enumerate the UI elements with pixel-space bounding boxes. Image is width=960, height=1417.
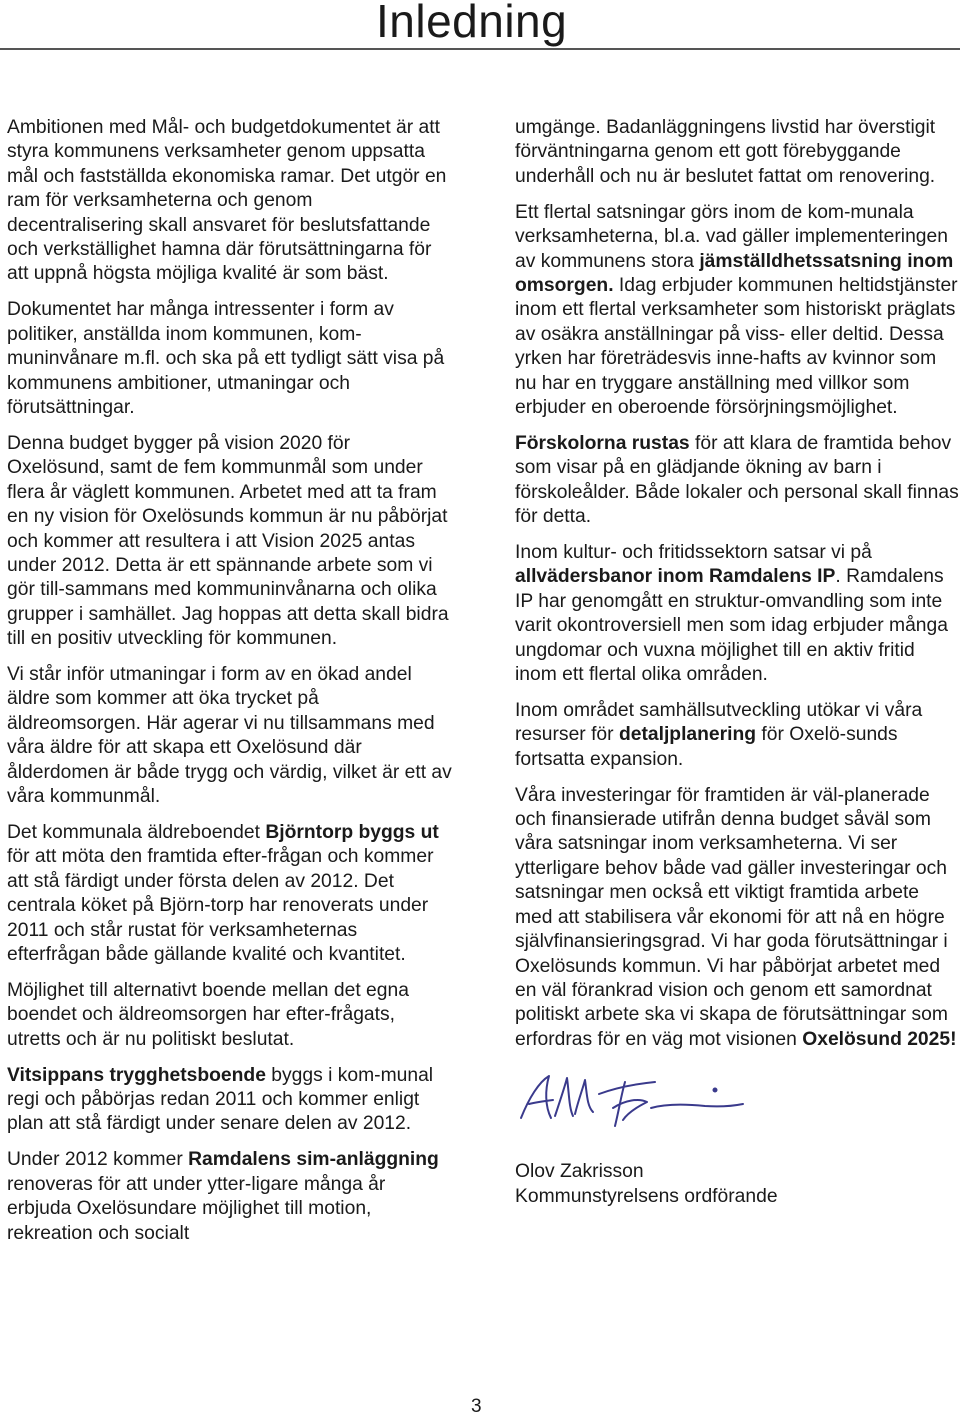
paragraph: Vi står inför utmaningar i form av en ökad andel äldre som kommer att öka trycket på äldreomsorgen. Här agerar vi nu tillsammans med våra äldre för att skapa ett Oxelösund där ålderdomen är både trygg och värdig, vilket är ett av våra kommunmål. <box>7 664 452 808</box>
signatory-name: Olov Zakrisson <box>515 1161 644 1183</box>
page-number: 3 <box>471 1396 482 1417</box>
emphasis: Oxelösund 2025! <box>802 1028 957 1050</box>
emphasis: Björntorp byggs ut <box>265 821 439 843</box>
title-rule <box>0 48 960 50</box>
emphasis: Förskolorna rustas <box>515 432 690 454</box>
left-column <box>7 116 452 1257</box>
paragraph: umgänge. Badanläggningens livstid har överstigit förväntningarna genom ett gott förebyggande underhåll och nu är beslutet fattat om renovering. <box>515 117 936 187</box>
signature <box>515 1068 960 1138</box>
paragraph: Inom kultur- och fritidssektorn satsar vi på allvädersbanor inom Ramdalens IP. Ramdalens IP har genomgått en struktur-omvandling som inte varit okontroversiell men som idag erbjuder många ungdomar och vuxna möjlighet till en aktiv fritid inom ett flertal olika områden. <box>515 542 948 686</box>
paragraph: Våra investeringar för framtiden är väl-planerade och finansierade utifrån denna budget såväl som våra satsningar inom verksamheterna. Vi ser ytterligare behov både vad gäller investeringar och satsningar men också ett viktigt framtida arbete med att stabilisera vår ekonomi för att nå en högre självfinansieringsgrad. Vi har goda förutsättningar i Oxelösunds kommun. Vi har påbörjat arbetet med en väl förankrad vision och genom ett samordnat politiskt arbete ska vi skapa de förutsättningar som erfordras för en väg mot visionen Oxelösund 2025! <box>515 784 957 1050</box>
paragraph: Möjlighet till alternativt boende mellan det egna boendet och äldreomsorgen har efter-frågats, utretts och är nu politiskt beslutat. <box>7 979 409 1050</box>
emphasis: jämställdhetssatsning inom omsorgen. <box>515 250 954 296</box>
page-title: Inledning <box>376 0 568 47</box>
emphasis: allvädersbanor inom Ramdalens IP <box>515 566 836 588</box>
signatory-role: Kommunstyrelsens ordförande <box>515 1185 778 1207</box>
paragraph: Vitsippans trygghetsboende byggs i kom-munal regi och påbörjas redan 2011 och kommer enligt plan att stå färdigt under senare delen av 2012. <box>7 1064 434 1135</box>
paragraph: Dokumentet har många intressenter i form av politiker, anställda inom kommunen, kom-muninvånare m.fl. och ska på ett tydligt sätt visa på kommunens ambitioner, utmaningar och förutsättningar. <box>7 299 445 418</box>
emphasis: Ramdalens sim-anläggning <box>188 1149 439 1171</box>
paragraph: Ett flertal satsningar görs inom de kom-munala verksamheterna, bl.a. vad gäller implementeringen av kommunens stora jämställdhetssatsning inom omsorgen. Idag erbjuder kommunen heltidstjänster inom ett flertal verksamheter som historiskt präglats av osäkra anställningar på viss- eller deltid. Dessa yrken har företrädesvis inne-hafts av kvinnor som nu har en tryggare anställning med villkor som erbjuder en oberoende försörjningsmöjlighet. <box>515 201 958 418</box>
paragraph: Inom området samhällsutveckling utökar vi våra resurser för detaljplanering för Oxelö-sunds fortsatta expansion. <box>515 699 923 770</box>
paragraph: Förskolorna rustas för att klara de framtida behov som visar på en glädjande ökning av barn i förskoleålder. Både lokaler och personal skall finnas för detta. <box>515 432 959 528</box>
right-column <box>515 116 960 1209</box>
paragraph: Ambitionen med Mål- och budgetdokumentet är att styra kommunens verksamheter genom uppsatta mål och fastställda ekonomiska ramar. Det utgör en ram för verksamheterna och genom decentralisering skall ansvaret för beslutsfattande och verkställighet hamna där förutsättningarna för att uppnå högsta möjliga kvalité är som bäst. <box>7 117 447 285</box>
paragraph: Det kommunala äldreboendet Björntorp byggs ut för att möta den framtida efter-frågan och kommer att stå färdigt under första delen av 2012. Det centrala köket på Björn-torp har renoverats under 2011 och står rustat för verksamheternas efterfrågan både gällande kvalité och kvantitet. <box>7 821 439 965</box>
signature-image <box>515 1068 755 1138</box>
emphasis: Vitsippans trygghetsboende <box>7 1064 266 1086</box>
paragraph: Under 2012 kommer Ramdalens sim-anläggning renoveras för att under ytter-ligare många år erbjuda Oxelösundare möjlighet till motion, rekreation och socialt <box>7 1149 439 1244</box>
emphasis: detaljplanering <box>618 724 757 746</box>
paragraph: Denna budget bygger på vision 2020 för Oxelösund, samt de fem kommunmål som under flera år väglett kommunen. Arbetet med att ta fram en ny vision för Oxelösunds kommun är nu påbörjat och kommer att resultera i att Vision 2025 antas under 2012. Detta är ett spännande arbete som vi gör till-sammans med kommuninvånarna och olika grupper i samhället. Jag hoppas att detta skall bidra till en positiv utveckling för kommunen. <box>7 432 449 650</box>
signatory <box>515 1160 960 1209</box>
